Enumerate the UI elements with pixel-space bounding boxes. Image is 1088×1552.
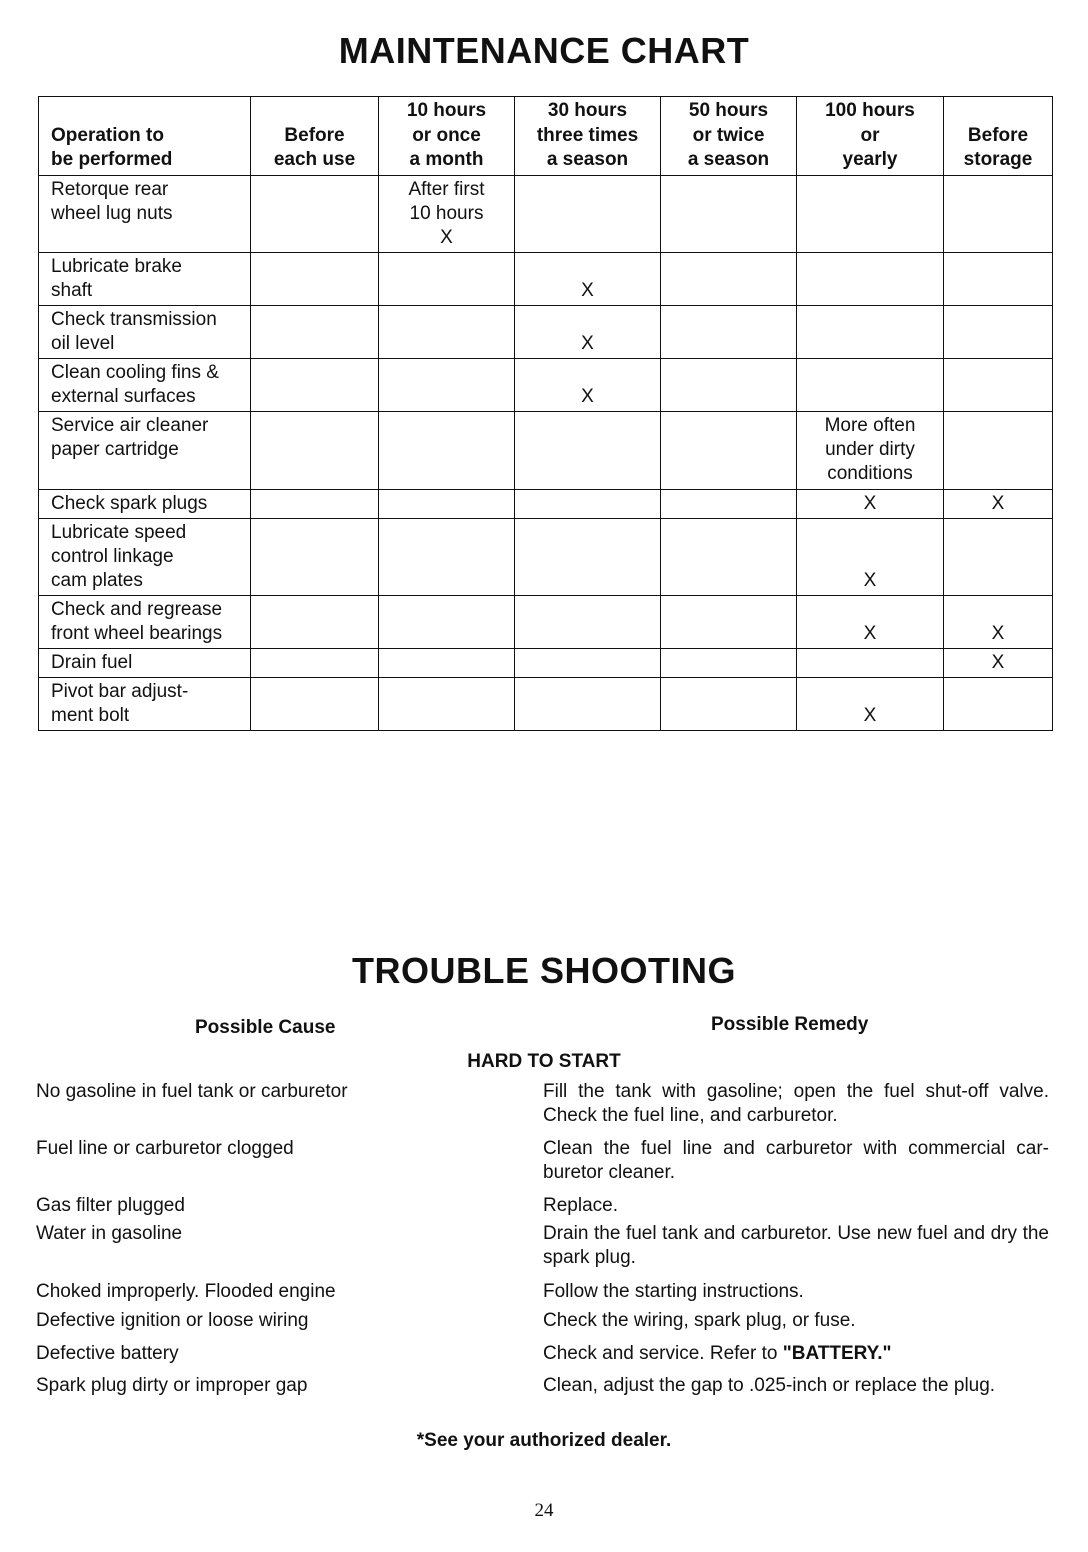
schedule-cell: [379, 411, 515, 489]
schedule-cell: [944, 305, 1053, 358]
schedule-cell: [661, 175, 797, 252]
battery-reference: "BATTERY.": [782, 1343, 892, 1364]
schedule-cell: [797, 648, 944, 677]
header-30-hours: 30 hours three times a season: [515, 97, 661, 176]
schedule-cell: [661, 677, 797, 730]
operation-cell: Pivot bar adjust- ment bolt: [39, 677, 251, 730]
remedy-text: Clean, adjust the gap to .025-inch or replace the plug.: [543, 1375, 996, 1396]
schedule-cell: [797, 175, 944, 252]
schedule-cell: [251, 489, 379, 518]
cause-text: Defective ignition or loose wiring: [36, 1309, 506, 1333]
cause-text: Spark plug dirty or improper gap: [36, 1374, 506, 1398]
schedule-cell: [661, 411, 797, 489]
schedule-cell: [379, 489, 515, 518]
schedule-cell: [379, 677, 515, 730]
schedule-cell: [379, 252, 515, 305]
schedule-cell: After first 10 hours X: [379, 175, 515, 252]
schedule-cell: [515, 677, 661, 730]
schedule-cell: X: [944, 648, 1053, 677]
remedy-text: Check and service. Refer to "BATTERY.": [543, 1343, 892, 1364]
schedule-cell: X: [797, 518, 944, 595]
schedule-cell: [944, 677, 1053, 730]
schedule-cell: [944, 411, 1053, 489]
page-number: 24: [534, 1500, 554, 1521]
schedule-cell: [379, 518, 515, 595]
schedule-cell: [515, 411, 661, 489]
schedule-cell: More often under dirty conditions: [797, 411, 944, 489]
schedule-cell: X: [797, 677, 944, 730]
schedule-cell: X: [797, 595, 944, 648]
table-row: [39, 358, 1053, 411]
header-before-storage: Before storage: [944, 97, 1053, 176]
operation-cell: Retorque rear wheel lug nuts: [39, 175, 251, 252]
schedule-cell: [251, 677, 379, 730]
schedule-cell: [251, 411, 379, 489]
operation-cell: Lubricate speed control linkage cam plates: [39, 518, 251, 595]
remedy-text: Fill the tank with gasoline; open the fuel shut-off valve. Check the fuel line, and carburetor.: [543, 1081, 1049, 1126]
table-row: [39, 595, 1053, 648]
cause-text: Water in gasoline: [36, 1222, 506, 1246]
cause-text: Defective battery: [36, 1342, 506, 1366]
schedule-cell: X: [515, 305, 661, 358]
remedy-text: Clean the fuel line and carburetor with commercial car-buretor cleaner.: [543, 1138, 1049, 1183]
schedule-cell: [797, 305, 944, 358]
hard-to-start-heading: HARD TO START: [467, 1051, 621, 1072]
maintenance-table: [38, 96, 1053, 731]
schedule-cell: [944, 358, 1053, 411]
schedule-cell: [661, 648, 797, 677]
schedule-cell: [515, 489, 661, 518]
maintenance-chart-title: MAINTENANCE CHART: [338, 30, 750, 71]
table-row: [39, 677, 1053, 730]
table-row: [39, 648, 1053, 677]
schedule-cell: [251, 648, 379, 677]
schedule-cell: [661, 489, 797, 518]
schedule-cell: [661, 252, 797, 305]
schedule-cell: X: [797, 489, 944, 518]
schedule-cell: [661, 595, 797, 648]
table-row: [39, 489, 1053, 518]
schedule-cell: [661, 305, 797, 358]
remedy-text: Follow the starting instructions.: [543, 1281, 804, 1302]
operation-cell: Clean cooling fins & external surfaces: [39, 358, 251, 411]
table-row: [39, 252, 1053, 305]
cause-text: Choked improperly. Flooded engine: [36, 1280, 506, 1304]
possible-remedy-heading: Possible Remedy: [711, 1014, 869, 1035]
table-row: [39, 411, 1053, 489]
remedy-text: Drain the fuel tank and carburetor. Use new fuel and dry the spark plug.: [543, 1223, 1049, 1268]
schedule-cell: [515, 648, 661, 677]
cause-text: Fuel line or carburetor clogged: [36, 1137, 506, 1161]
schedule-cell: X: [515, 358, 661, 411]
table-row: [39, 175, 1053, 252]
cause-text: No gasoline in fuel tank or carburetor: [36, 1080, 506, 1104]
schedule-cell: [251, 175, 379, 252]
schedule-cell: [797, 252, 944, 305]
operation-cell: Check spark plugs: [39, 489, 251, 518]
dealer-footnote: *See your authorized dealer.: [416, 1430, 672, 1451]
schedule-cell: [251, 252, 379, 305]
schedule-cell: [944, 518, 1053, 595]
schedule-cell: [379, 305, 515, 358]
schedule-cell: [251, 358, 379, 411]
troubleshooting-title: TROUBLE SHOOTING: [352, 950, 736, 991]
schedule-cell: [251, 518, 379, 595]
header-100-hours: 100 hours or yearly: [797, 97, 944, 176]
table-row: [39, 305, 1053, 358]
schedule-cell: [944, 252, 1053, 305]
schedule-cell: [251, 595, 379, 648]
schedule-cell: [515, 175, 661, 252]
remedy-text: Replace.: [543, 1195, 618, 1216]
schedule-cell: [661, 358, 797, 411]
schedule-cell: [797, 358, 944, 411]
operation-cell: Drain fuel: [39, 648, 251, 677]
operation-cell: Check transmission oil level: [39, 305, 251, 358]
schedule-cell: X: [944, 489, 1053, 518]
schedule-cell: [379, 595, 515, 648]
schedule-cell: [515, 595, 661, 648]
schedule-cell: [944, 175, 1053, 252]
schedule-cell: [515, 518, 661, 595]
operation-cell: Service air cleaner paper cartridge: [39, 411, 251, 489]
table-row: [39, 518, 1053, 595]
schedule-cell: [251, 305, 379, 358]
header-before-each-use: Before each use: [251, 97, 379, 176]
schedule-cell: [379, 648, 515, 677]
operation-cell: Lubricate brake shaft: [39, 252, 251, 305]
schedule-cell: X: [515, 252, 661, 305]
schedule-cell: [661, 518, 797, 595]
header-10-hours: 10 hours or once a month: [379, 97, 515, 176]
operation-cell: Check and regrease front wheel bearings: [39, 595, 251, 648]
cause-text: Gas filter plugged: [36, 1194, 506, 1218]
header-50-hours: 50 hours or twice a season: [661, 97, 797, 176]
schedule-cell: [379, 358, 515, 411]
possible-cause-heading: Possible Cause: [195, 1017, 336, 1038]
remedy-text: Check the wiring, spark plug, or fuse.: [543, 1310, 856, 1331]
header-operation: Operation to be performed: [39, 97, 251, 176]
schedule-cell: X: [944, 595, 1053, 648]
